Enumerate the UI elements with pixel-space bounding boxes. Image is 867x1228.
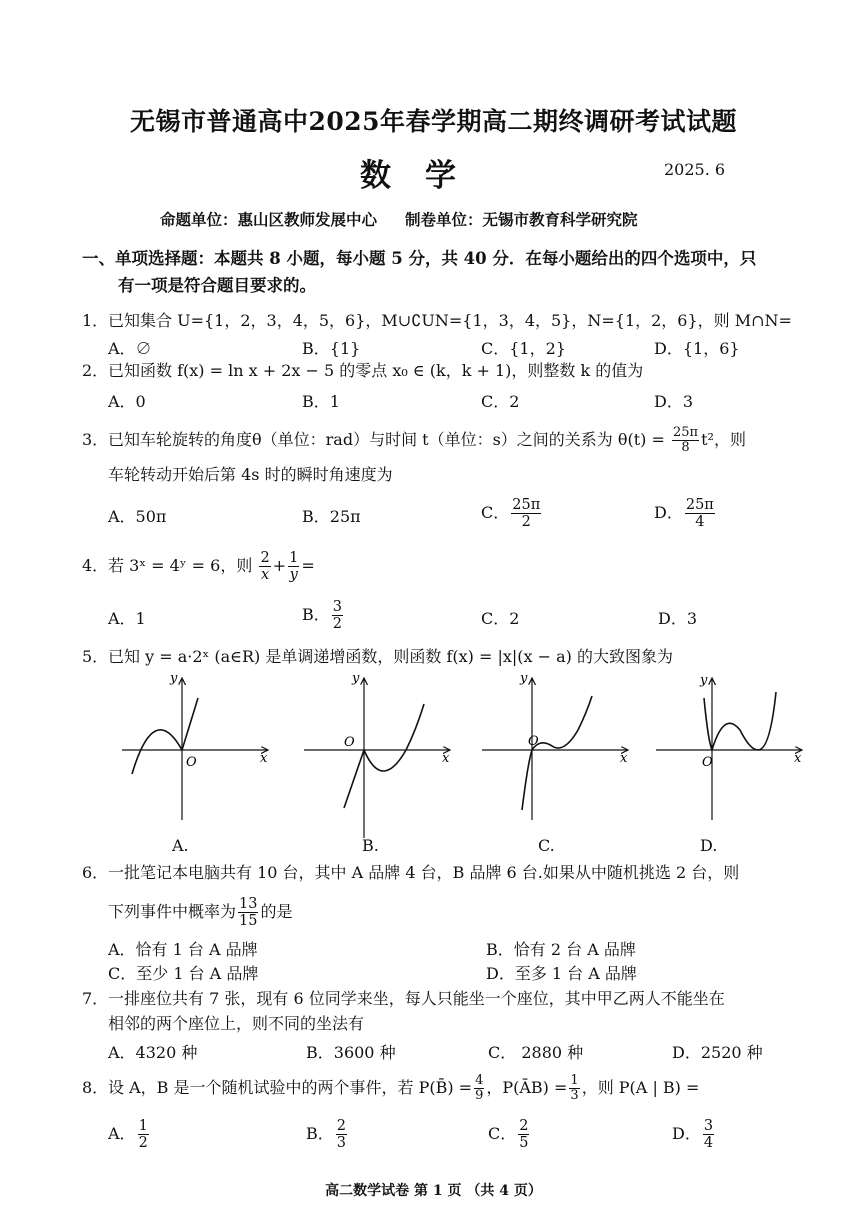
origin-label: O	[528, 734, 539, 749]
option-label: D．	[654, 503, 683, 522]
numerator: 2	[260, 550, 270, 566]
question-text: 已知 y = a·2ˣ (a∈R) 是单调递增函数，则函数 f(x) = |x|(x − a) 的大致图象为	[108, 647, 673, 666]
q5-option-d: D.	[700, 836, 718, 855]
q6-option-d: D．至多 1 台 A 品牌	[486, 964, 637, 983]
question-text-a: 设 A，B 是一个随机试验中的两个事件，若 P(B̄) =	[108, 1078, 473, 1097]
curve	[344, 704, 424, 808]
q3-option-b: B．25π	[302, 507, 361, 526]
graph-b	[300, 670, 460, 840]
fraction	[474, 1074, 484, 1103]
question-number: 3．	[82, 430, 109, 449]
q5-option-b: B.	[362, 836, 379, 855]
numerator: 25π	[673, 425, 699, 440]
denominator: 4	[695, 514, 705, 530]
fraction	[332, 599, 343, 632]
fraction	[511, 497, 541, 530]
origin-label: O	[702, 755, 713, 770]
option-label: B．	[306, 1124, 334, 1143]
q7-option-b: B．3600 种	[306, 1043, 396, 1062]
question-3-line-2: 车轮转动开始后第 4s 时的瞬时角速度为	[108, 465, 393, 484]
question-7	[82, 988, 725, 1010]
q3-option-a: A．50π	[108, 507, 167, 526]
y-label: y	[170, 671, 178, 686]
q1-option-d: D．{1，6}	[654, 339, 740, 358]
q7-option-c: C． 2880 种	[488, 1043, 584, 1062]
q1-option-a: A．∅	[108, 339, 152, 358]
fraction	[138, 1118, 149, 1151]
x-label: x	[794, 751, 802, 766]
question-text-a: 下列事件中概率为	[108, 902, 237, 921]
denominator: 3	[336, 1135, 346, 1151]
question-2	[82, 360, 643, 382]
question-text-b: 的是	[260, 902, 293, 921]
origin-label: O	[186, 755, 197, 770]
numerator: 3	[332, 599, 342, 615]
q4-option-c: C．2	[481, 609, 520, 628]
numerator: 25π	[685, 497, 714, 513]
fraction	[672, 426, 699, 455]
numerator: 1	[138, 1118, 148, 1134]
q6-option-a: A．恰有 1 台 A 品牌	[108, 940, 258, 959]
x-label: x	[442, 751, 450, 766]
question-text: 已知函数 f(x) = ln x + 2x − 5 的零点 x₀ ∈ (k，k + 1)，则整数 k 的值为	[108, 361, 644, 380]
denominator: y	[289, 567, 298, 583]
q4-option-d: D．3	[658, 609, 698, 628]
q4-option-a: A．1	[108, 609, 146, 628]
option-label: C．	[481, 503, 510, 522]
question-text: 若 3ˣ = 4ʸ = 6，则	[108, 556, 253, 575]
question-number: 6．	[82, 863, 109, 882]
q8-option-a	[108, 1118, 151, 1151]
fraction	[259, 550, 270, 583]
denominator: 2	[138, 1135, 148, 1151]
equals-sign: =	[301, 556, 315, 575]
unit-maker: 制卷单位：无锡市教育科学研究院	[405, 210, 638, 229]
fraction	[288, 550, 299, 583]
q2-option-a: A．0	[108, 392, 146, 411]
denominator: 9	[475, 1088, 484, 1103]
question-6-line-2	[108, 896, 292, 929]
numerator: 4	[475, 1073, 484, 1088]
question-number: 1．	[82, 311, 109, 330]
numerator: 2	[519, 1118, 529, 1134]
exam-date: 2025. 6	[664, 160, 726, 179]
numerator: 3	[703, 1118, 714, 1134]
graph-c	[478, 670, 638, 830]
numerator: 2	[336, 1118, 346, 1134]
denominator: 2	[332, 616, 342, 632]
unit-author: 命题单位：惠山区教师发展中心	[160, 210, 378, 229]
question-text: 已知集合 U={1，2，3，4，5，6}，M∪∁UN={1，3，4，5}，N={1，2，6}，则 M∩N=	[108, 311, 792, 330]
question-1	[82, 310, 792, 332]
option-label: A．	[108, 1124, 136, 1143]
q5-option-c: C.	[538, 836, 555, 855]
question-text: 一排座位共有 7 张，现有 6 位同学来坐，每人只能坐一个座位，其中甲乙两人不能坐在	[108, 989, 725, 1008]
question-number: 5．	[82, 647, 109, 666]
fraction	[336, 1118, 347, 1151]
question-number: 4．	[82, 556, 109, 575]
q7-option-d: D．2520 种	[672, 1043, 763, 1062]
fraction	[685, 497, 715, 530]
question-text-b: ，P(ĀB) =	[486, 1078, 568, 1097]
question-text: 一批笔记本电脑共有 10 台，其中 A 品牌 4 台，B 品牌 6 台.如果从中随机挑选 2 台，则	[108, 863, 740, 882]
origin-label: O	[344, 735, 355, 750]
fraction	[569, 1074, 579, 1103]
q7-option-a: A．4320 种	[108, 1043, 198, 1062]
numerator: 13	[239, 896, 258, 912]
x-label: x	[620, 751, 628, 766]
question-number: 2．	[82, 361, 109, 380]
option-label: B．	[302, 605, 330, 624]
fraction	[518, 1118, 529, 1151]
q8-option-b	[306, 1118, 349, 1151]
graph-d	[652, 670, 812, 830]
q4-option-b	[302, 599, 345, 632]
numerator: 25π	[512, 497, 541, 513]
y-label: y	[520, 671, 528, 686]
plus-sign: +	[272, 556, 287, 575]
denominator: 15	[239, 913, 258, 929]
q3-option-d	[654, 497, 717, 530]
q3-option-c	[481, 497, 543, 530]
question-3	[82, 426, 746, 455]
denominator: 3	[570, 1088, 579, 1103]
question-number: 8．	[82, 1078, 109, 1097]
q6-option-b: B．恰有 2 台 A 品牌	[486, 940, 636, 959]
numerator: 1	[289, 550, 299, 566]
q2-option-c: C．2	[481, 392, 520, 411]
graph-a	[118, 670, 278, 830]
q5-option-a: A.	[172, 836, 189, 855]
page-footer: 高二数学试卷 第 1 页 （共 4 页）	[325, 1183, 542, 1199]
subject-title: 数学	[360, 158, 490, 194]
denominator: 5	[519, 1135, 529, 1151]
denominator: 8	[681, 440, 690, 455]
q1-option-b: B．{1}	[302, 339, 361, 358]
y-label: y	[700, 673, 708, 688]
fraction	[703, 1118, 714, 1151]
fraction	[238, 896, 258, 929]
exam-title: 无锡市普通高中2025年春学期高二期终调研考试试题	[129, 107, 738, 136]
question-text-a: 已知车轮旋转的角度θ（单位：rad）与时间 t（单位：s）之间的关系为 θ(t) =	[108, 430, 665, 449]
question-5	[82, 646, 673, 668]
numerator: 1	[570, 1073, 579, 1088]
q8-option-d	[672, 1118, 716, 1151]
q2-option-d: D．3	[654, 392, 694, 411]
section-line-1: 一、单项选择题：本题共 8 小题，每小题 5 分，共 40 分．在每小题给出的四个选项中，只	[82, 249, 757, 268]
q1-option-c: C．{1，2}	[481, 339, 566, 358]
question-text-b: t²，则	[701, 430, 746, 449]
y-label: y	[352, 671, 360, 686]
question-7-line-2: 相邻的两个座位上，则不同的坐法有	[108, 1014, 365, 1033]
option-label: D．	[672, 1124, 701, 1143]
q2-option-b: B．1	[302, 392, 340, 411]
q8-option-c	[488, 1118, 531, 1151]
section-line-2: 有一项是符合题目要求的。	[118, 276, 316, 295]
option-label: C．	[488, 1124, 517, 1143]
section-heading	[82, 245, 797, 299]
x-label: x	[260, 751, 268, 766]
exam-units	[160, 208, 638, 230]
denominator: 2	[521, 514, 531, 530]
question-8	[82, 1074, 699, 1103]
curve	[704, 692, 776, 750]
question-6	[82, 862, 739, 884]
denominator: x	[260, 567, 270, 583]
question-text-c: ，则 P(A | B) =	[581, 1078, 700, 1097]
question-4	[82, 550, 315, 583]
denominator: 4	[703, 1135, 714, 1151]
question-number: 7．	[82, 989, 109, 1008]
q6-option-c: C．至少 1 台 A 品牌	[108, 964, 259, 983]
